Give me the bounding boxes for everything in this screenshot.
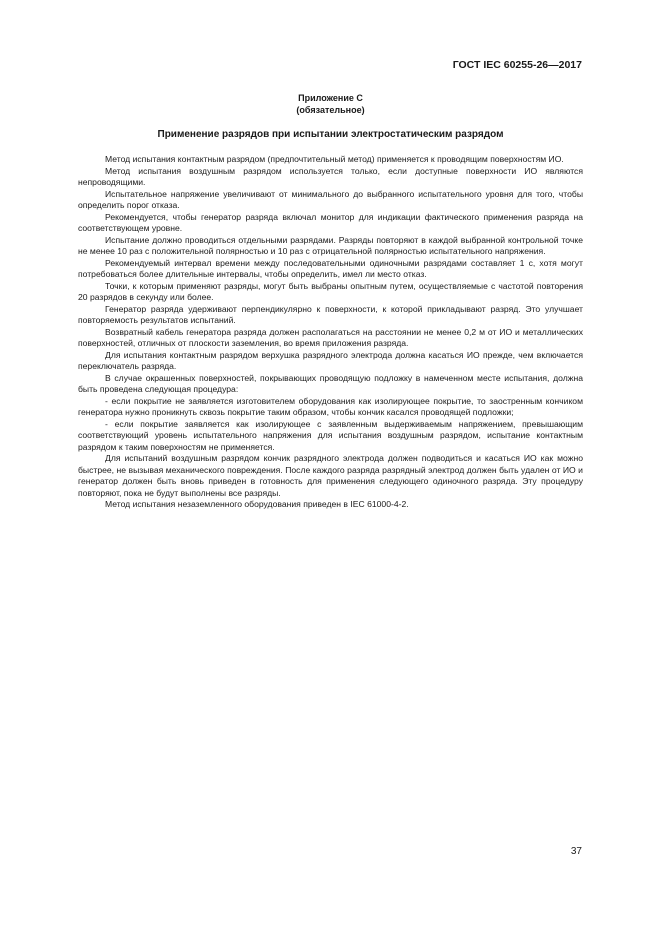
standard-designation: ГОСТ IEC 60255-26—2017 xyxy=(452,59,582,71)
list-item: - если покрытие не заявляется изготовителем оборудования как изолирующее покрытие, то заостренным кончиком генератора нужно проникнуть сквозь покрытие таким образом, чтобы кончик касался проводящей подложки; xyxy=(78,395,583,417)
paragraph: Метод испытания воздушным разрядом используется только, если доступные поверхности ИО являются непроводящими. xyxy=(78,165,583,187)
paragraph: В случае окрашенных поверхностей, покрывающих проводящую подложку в намеченном месте испытания, должна быть проведена следующая процедура: xyxy=(78,372,583,394)
annex-header xyxy=(0,92,661,116)
paragraph: Испытательное напряжение увеличивают от минимального до выбранного испытательного уровня для того, чтобы определить порог отказа. xyxy=(78,188,583,210)
section-heading: Применение разрядов при испытании электростатическим разрядом xyxy=(157,129,504,140)
body-text xyxy=(78,154,583,511)
paragraph: Возвратный кабель генератора разряда должен располагаться на расстоянии не менее 0,2 м от ИО и металлических поверхностей, отличных от плоскости заземления, во время приложения разряда. xyxy=(78,326,583,348)
paragraph: Испытание должно проводиться отдельными разрядами. Разряды повторяют в каждой выбранной контрольной точке не менее 10 раз с положительной полярностью и 10 раз с отрицательной полярностью испытательного напряжения. xyxy=(78,234,583,256)
paragraph: Метод испытания контактным разрядом (предпочтительный метод) применяется к проводящим поверхностям ИО. xyxy=(105,154,564,164)
annex-title: Приложение С xyxy=(298,93,363,103)
paragraph: Метод испытания незаземленного оборудования приведен в IEC 61000-4-2. xyxy=(105,499,409,509)
paragraph: Генератор разряда удерживают перпендикулярно к поверхности, к которой прикладывают разряд. Это улучшает повторяемость результатов испытаний. xyxy=(78,303,583,325)
paragraph: Точки, к которым применяют разряды, могут быть выбраны опытным путем, осуществляемые с частотой повторения 20 разрядов в секунду или более. xyxy=(78,280,583,302)
paragraph: Рекомендуется, чтобы генератор разряда включал монитор для индикации фактического применения разряда на соответствующем уровне. xyxy=(78,211,583,233)
paragraph: Рекомендуемый интервал времени между последовательными одиночными разрядами составляет 1 с, хотя могут потребоваться более длительные интервалы, чтобы определить, имел ли место отказ. xyxy=(78,257,583,279)
paragraph: Для испытания контактным разрядом верхушка разрядного электрода должна касаться ИО прежде, чем включается переключатель разряда. xyxy=(78,349,583,371)
paragraph: Для испытаний воздушным разрядом кончик разрядного электрода должен подводиться и касаться ИО как можно быстрее, не вызывая механического повреждения. После каждого разряда разрядный электрод должен быть удален от ИО и генератор должен быть вновь приведен в готовность для применения следующего одиночного разряда. Эту процедуру повторяют, пока не будут выполнены все разряды. xyxy=(78,453,583,498)
page-number: 37 xyxy=(570,846,582,857)
list-item: - если покрытие заявляется как изолирующее с заявленным выдерживаемым напряжением, превышающим соответствующий уровень испытательного напряжения для испытания воздушным разрядом, испытание контактным разрядом к таким поверхностям не применяется. xyxy=(78,418,583,452)
annex-status: (обязательное) xyxy=(296,105,365,115)
